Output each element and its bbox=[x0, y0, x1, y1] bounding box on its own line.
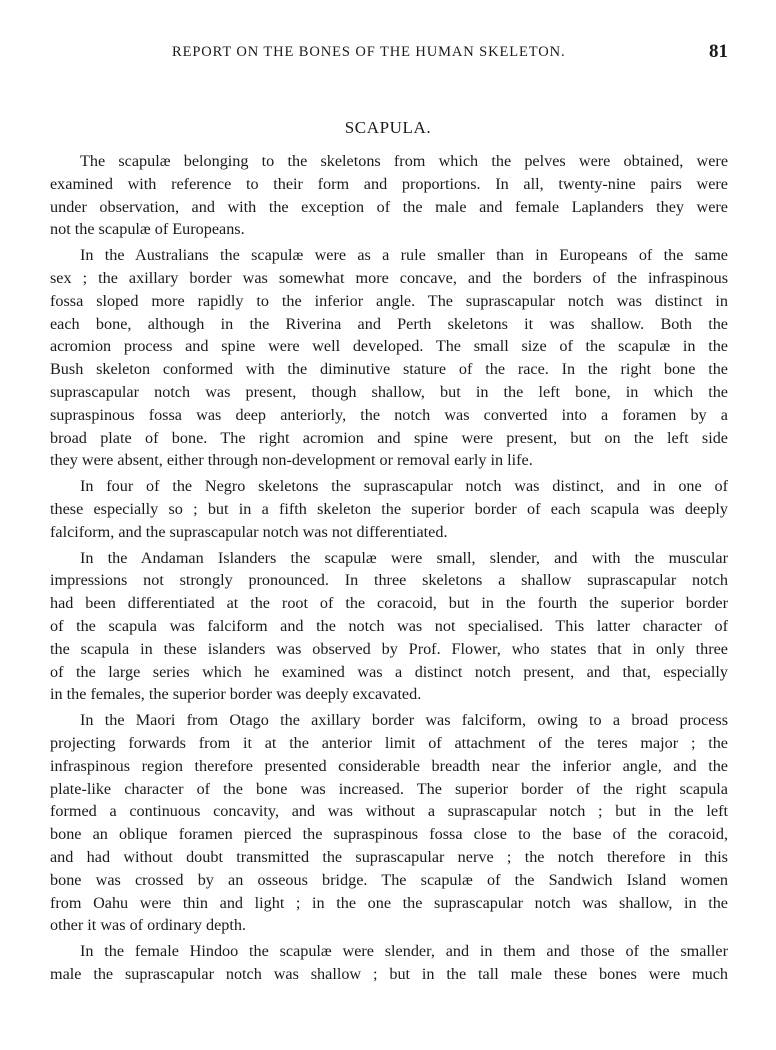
paragraph-line: bone was crossed by an osseous bridge. The scapulæ of the Sandwich Island women bbox=[50, 870, 728, 889]
paragraph-line: these especially so ; but in a fifth skeleton the superior border of each scapula was deeply bbox=[50, 499, 728, 518]
paragraph-line: under observation, and with the exception of the male and female Laplanders they were bbox=[50, 197, 728, 216]
paragraph-line: suprascapular notch was present, though shallow, but in the left bone, in which the bbox=[50, 382, 728, 401]
paragraph-line: the scapula in these islanders was observed by Prof. Flower, who states that in only three bbox=[50, 639, 728, 658]
paragraph-line: broad plate of bone. The right acromion and spine were present, but on the left side bbox=[50, 428, 728, 447]
paragraph-line: from Oahu were thin and light ; in the one the suprascapular notch was shallow, in the bbox=[50, 893, 728, 912]
paragraph bbox=[50, 244, 728, 472]
paragraph bbox=[50, 475, 728, 543]
paragraph-line: In the female Hindoo the scapulæ were slender, and in them and those of the smaller bbox=[80, 942, 728, 961]
paragraph-line: other it was of ordinary depth. bbox=[50, 916, 246, 935]
paragraph-line: In the Maori from Otago the axillary border was falciform, owing to a broad process bbox=[80, 711, 728, 730]
paragraph-line: The scapulæ belonging to the skeletons from which the pelves were obtained, were bbox=[80, 152, 728, 170]
paragraph-line: impressions not strongly pronounced. In three skeletons a shallow suprascapular notch bbox=[50, 571, 728, 590]
paragraph bbox=[50, 940, 728, 986]
paragraph-line: of the scapula was falciform and the notch was not specialised. This latter character of bbox=[50, 616, 728, 635]
paragraph-line: In the Andaman Islanders the scapulæ were small, slender, and with the muscular bbox=[80, 548, 728, 567]
paragraph-line: supraspinous fossa was deep anteriorly, the notch was converted into a foramen by a bbox=[50, 405, 728, 424]
paragraph-line: not the scapulæ of Europeans. bbox=[50, 220, 245, 239]
paragraph-line: In four of the Negro skeletons the suprascapular notch was distinct, and in one of bbox=[80, 477, 728, 496]
paragraph-line: sex ; the axillary border was somewhat more concave, and the borders of the infraspinous bbox=[50, 268, 728, 287]
paragraph-line: male the suprascapular notch was shallow ; but in the tall male these bones were much bbox=[50, 964, 728, 983]
paragraph-line: falciform, and the suprascapular notch was not differentiated. bbox=[50, 522, 448, 541]
running-title: REPORT ON THE BONES OF THE HUMAN SKELETON. bbox=[172, 44, 566, 60]
paragraph-line: acromion process and spine were well developed. The small size of the scapulæ in the bbox=[50, 337, 728, 356]
paragraph bbox=[50, 150, 728, 241]
paragraph-line: plate-like character of the bone was increased. The superior border of the right scapula bbox=[50, 779, 728, 798]
paragraph-line: had been differentiated at the root of the coracoid, but in the fourth the superior border bbox=[50, 594, 728, 613]
paragraph-line: bone an oblique foramen pierced the supraspinous fossa close to the base of the coracoid, bbox=[50, 825, 728, 844]
paragraph-line: In the Australians the scapulæ were as a rule smaller than in Europeans of the same bbox=[80, 246, 728, 265]
paragraph-line: fossa sloped more rapidly to the inferior angle. The suprascapular notch was distinct in bbox=[50, 291, 728, 310]
paragraph-line: Bush skeleton conformed with the diminutive stature of the race. In the right bone the bbox=[50, 360, 728, 379]
paragraph bbox=[50, 547, 728, 707]
paragraph bbox=[50, 709, 728, 937]
paragraph-line: formed a continuous concavity, and was without a suprascapular notch ; but in the left bbox=[50, 802, 728, 821]
page-number: 81 bbox=[709, 41, 728, 62]
paragraph-line: examined with reference to their form and proportions. In all, twenty-nine pairs were bbox=[50, 174, 728, 193]
paragraph-line: each bone, although in the Riverina and Perth skeletons it was shallow. Both the bbox=[50, 314, 728, 333]
body-text bbox=[50, 150, 728, 989]
paragraph-line: they were absent, either through non-development or removal early in life. bbox=[50, 451, 533, 470]
section-title: SCAPULA. bbox=[344, 118, 432, 137]
paragraph-line: in the females, the superior border was deeply excavated. bbox=[50, 685, 422, 704]
paragraph-line: infraspinous region therefore presented considerable breadth near the inferior angle, and the bbox=[50, 756, 728, 775]
paragraph-line: projecting forwards from it at the anterior limit of attachment of the teres major ; the bbox=[50, 733, 728, 752]
running-header bbox=[52, 41, 728, 68]
paragraph-line: and had without doubt transmitted the suprascapular nerve ; the notch therefore in this bbox=[50, 847, 728, 866]
paragraph-line: of the large series which he examined was a distinct notch present, and that, especially bbox=[50, 662, 728, 681]
